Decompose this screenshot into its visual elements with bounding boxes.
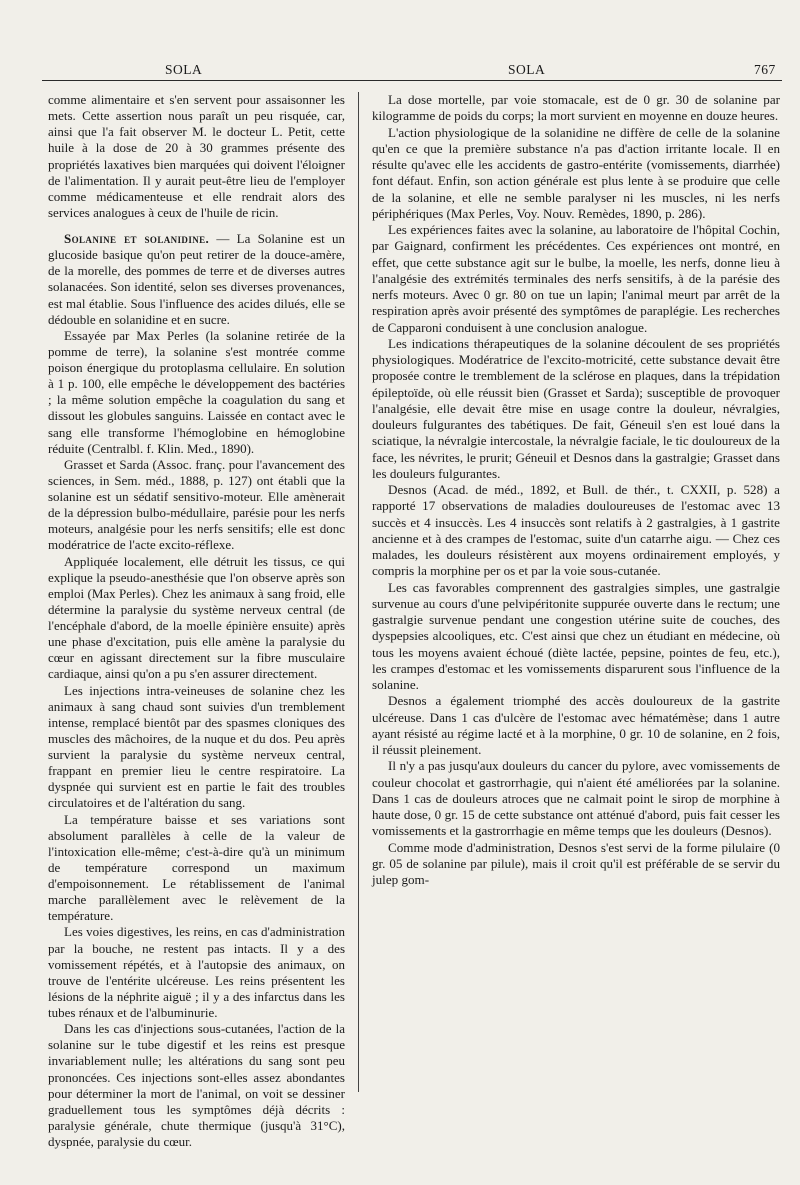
column-divider [358, 92, 359, 1092]
left-column [48, 92, 345, 1150]
paragraph: Les injections intra-veineuses de solanine chez les animaux à sang chaud sont suivies d'un tremblement intense, remplacé bientôt par des spasmes cloniques des muscles des mâchoires, de la nuque et du dos. Peu après survient la paralysie du système nerveux central, frappant en premier lieu le centre respiratoire. La dyspnée qui survient est en partie le fait des troubles circulatoires et de l'altération du sang. [48, 682, 345, 811]
paragraph-solanine [48, 231, 345, 328]
paragraph: La dose mortelle, par voie stomacale, est de 0 gr. 30 de solanine par kilogramme de poids du corps; la mort survient en moyenne en douze heures. [372, 92, 780, 124]
running-head-left: SOLA [165, 62, 203, 77]
paragraph: Desnos a également triomphé des accès douloureux de la gastrite ulcéreuse. Dans 1 cas d'ulcère de l'estomac avec hématémèse; dans 1 autre ayant résisté au régime lacté et à la morphine, 0 gr. 10 de solanine, en 2 fois, il réussit pleinement. [372, 693, 780, 757]
paragraph: Les cas favorables comprennent des gastralgies simples, une gastralgie survenue au cours d'une pelvipéritonite suppurée ouverte dans le rectum; une gastralgie survenue pendant une congestion utérine suite de couches, des dyspepsies alcooliques, etc. C'est ainsi que chez un étudiant en médecine, où tous les moyens avaient échoué (diète lactée, pepsine, pointes de feu, etc.), les crampes d'estomac et les vomissements disparurent sous l'influence de la solanine. [372, 579, 780, 692]
paragraph: Appliquée localement, elle détruit les tissus, ce qui explique la pseudo-anesthésie que l'on observe après son emploi (Max Perles). Chez les animaux à sang froid, elle détermine la paralysie du système nerveux central (de l'encéphale d'abord, de la moelle épinière ensuite) après une phase d'excitation, puis elle amène la paralysie du cœur en agissant directement sur la fibre musculaire cardiaque, ainsi qu'on a pu s'en assurer directement. [48, 553, 345, 682]
right-column [372, 92, 780, 888]
page-number: 767 [754, 62, 776, 77]
paragraph: Dans les cas d'injections sous-cutanées, l'action de la solanine sur le tube digestif et les reins est presque invariablement nulle; les altérations du sang sont peu prononcées. Ces injections sont-elles assez abondantes pour déterminer la mort de l'animal, on voit se dessiner graduellement tous les symptômes déjà décrits : paralysie générale, chute thermique (jusqu'à 31°C), dyspnée, paralysie du cœur. [48, 1021, 345, 1149]
paragraph: Les indications thérapeutiques de la solanine découlent de ses propriétés physiologiques. Modératrice de l'excito-motricité, cette substance devait être proposée contre le tremblement de la sclérose en plaques, dans la trépidation épileptoïde, où elle réussit bien (Grasset et Sarda); susceptible de provoquer l'analgésie, elle devait être mise en usage contre la douleur, névralgies, douleurs fulgurantes des tabétiques. De fait, Géneuil s'en est loué dans la sciatique, la névralgie intercostale, la névralgie faciale, le tic douloureux de la face, les névrites, le prurit; Géneuil et Desnos dans la gastralgie; Grasset dans les douleurs fulgurantes. [372, 335, 780, 481]
running-head-right: SOLA [508, 62, 546, 77]
paragraph: Il n'y a pas jusqu'aux douleurs du cancer du pylore, avec vomissements de couleur chocolat et gastrorrhagie, qui n'aient été améliorées par la solanine. Dans 1 cas de douleurs atroces que ne calmait point le sirop de morphine à haute dose, 0 gr. 15 de cette substance ont atténué d'abord, puis fait cesser les vomissements et la gastrorrhagie en même temps que les douleurs (Desnos). [372, 758, 780, 839]
paragraph: Comme mode d'administration, Desnos s'est servi de la forme pilulaire (0 gr. 05 de solanine par pilule), mais il croit qu'il est préférable de se servir du julep gom- [372, 839, 780, 887]
paragraph: Les expériences faites avec la solanine, au laboratoire de l'hôpital Cochin, par Gaignard, confirment les précédentes. Ces expériences ont montré, en effet, que cette substance agit sur le bulbe, la moelle, les nerfs, donne lieu à l'analgésie des extrémités terminales des nerfs sensitifs, à de la parésie des nerfs moteurs. Avec 0 gr. 80 on tue un lapin; l'animal meurt par arrêt de la respiration après avoir présenté des symptômes de paraplégie. Les recherches de Capparoni conduisent à une conclusion analogue. [372, 222, 780, 335]
paragraph: Grasset et Sarda (Assoc. franç. pour l'avancement des sciences, in Sem. méd., 1888, p. 127) ont établi que la solanine est un sédatif sensitivo-moteur. Elle amènerait de la dépression bulbo-médullaire, parésie pour les nerfs moteurs, analgésie pour les nerfs sensitifs; elle est donc modératrice de l'acte excito-réflexe. [48, 456, 345, 553]
paragraph: comme alimentaire et s'en servent pour assaisonner les mets. Cette assertion nous paraît un peu risquée, car, ainsi que l'a fait observer M. le docteur L. Petit, cette huile à la dose de 20 à 30 grammes présente des propriétés laxatives bien marquées qui doivent l'éloigner de l'alimentation. Il y aurait peut-être lieu de l'employer comme médicamenteuse et elle rendrait alors des services analogues à ceux de l'huile de ricin. [48, 92, 345, 220]
paragraph: L'action physiologique de la solanidine ne diffère de celle de la solanine qu'en ce que la première substance n'a pas d'action irritante locale. Il en résulte qu'avec elle les accidents de gastro-entérite (vomissements, diarrhée) font défaut. Enfin, son action générale est plus lente à se produire que celle de la solanine, et elle ne semble paralyser ni les muscles, ni les nerfs périphériques (Max Perles, Voy. Nouv. Remèdes, 1890, p. 286). [372, 124, 780, 221]
section-heading: Solanine et solanidine. [64, 231, 210, 246]
paragraph-text: — La Solanine est un glucoside basique qu'on peut retirer de la douce-amère, de la morelle, des pommes de terre et de diverses autres solanacées. Son identité, selon ses diverses provenances, est mal établie. Sous l'influence des acides dilués, elle se dédouble en solanidine et en sucre. [48, 231, 345, 327]
header-rule [42, 80, 782, 81]
paragraph: Desnos (Acad. de méd., 1892, et Bull. de thér., t. CXXII, p. 528) a rapporté 17 observations de maladies douloureuses de l'estomac avec 13 succès et 4 insuccès. Les 4 insuccès sont relatifs à 2 gastralgies, à 1 gastrite ancienne et à des crampes de l'estomac, suite d'un catarrhe aigu. — Chez ces malades, les douleurs résistèrent aux moyens ordinairement employés, y compris la morphine per os et par la voie sous-cutanée. [372, 482, 780, 579]
paragraph: Les voies digestives, les reins, en cas d'administration par la bouche, ne restent pas intacts. Il y a des vomissement répétés, et à l'autopsie des animaux, on trouve de l'entérite ulcéreuse. Les reins présentent les lésions de la néphrite aiguë ; il y a des infarctus dans les tubes rénaux et de l'albuminurie. [48, 924, 345, 1020]
paragraph: La température baisse et ses variations sont absolument parallèles à celle de la valeur de l'intoxication elle-même; c'est-à-dire qu'à un minimum de température correspond un maximum d'empoisonnement. Le rétablissement de l'animal marche parallèlement avec le relèvement de la température. [48, 811, 345, 924]
paragraph: Essayée par Max Perles (la solanine retirée de la pomme de terre), la solanine s'est montrée comme poison énergique du protoplasma cellulaire. En solution à 1 p. 100, elle empêche le développement des bactéries ; la même solution empêche la coagulation du sang et dissout les globules sanguins. Laissée en contact avec le sang elle transforme l'hémoglobine en hémoglobine réduite (Centralbl. f. Klin. Med., 1890). [48, 327, 345, 456]
